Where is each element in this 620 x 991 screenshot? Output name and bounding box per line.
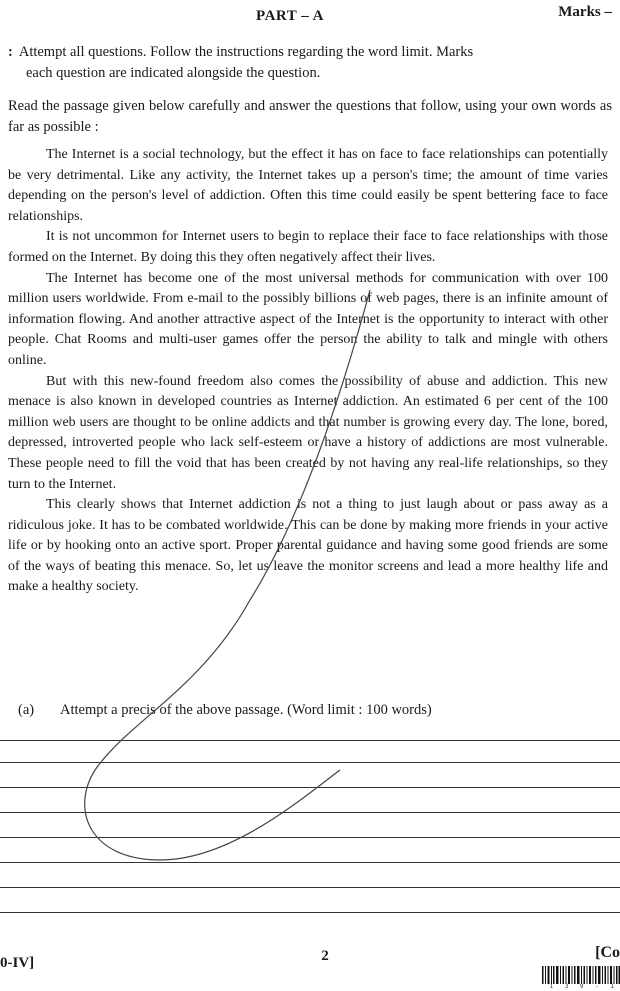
- continued-marker: [Co: [595, 944, 620, 961]
- question-a: [18, 702, 608, 719]
- passage-paragraph-3: The Internet has become one of the most universal methods for communication with over 100 million users worldwide. From e-mail to the possibly billions of web pages, there is an infinite amount of information flowing. And another attractive aspect of the Internet is the opportunity to interact with other people. Chat Rooms and multi-user games offer the person the ability to talk and mingle with others online.: [8, 270, 608, 368]
- answer-line: [0, 740, 620, 741]
- answer-line: [0, 837, 620, 838]
- answer-line: [0, 812, 620, 813]
- passage-paragraph-1: The Internet is a social technology, but the effect it has on face to face relationships can potentially be very detrimental. Like any activity, the Internet takes up a person's time; the amount of time varies depending on the person's level of addiction. Often this time could easily be spent bettering face to face relationships.: [8, 147, 608, 224]
- answer-line: [0, 887, 620, 888]
- page-title: PART – A: [256, 8, 324, 24]
- barcode-digits: 1 3 9 - 1: [549, 983, 618, 990]
- instruction-bullet: :: [8, 44, 13, 60]
- question-label: (a): [18, 702, 35, 718]
- passage-paragraph-2: It is not uncommon for Internet users to begin to replace their face to face relationships with those formed on the Internet. By doing this they often negatively affect their lives.: [8, 229, 608, 265]
- general-instructions: [8, 42, 612, 84]
- answer-line: [0, 862, 620, 863]
- passage-paragraph-4: But with this new-found freedom also comes the possibility of abuse and addiction. This new menace is also known in developed countries as Internet addiction. An estimated 6 per cent of the 100 million web users are thought to be online addicts and that number is growing every day. The lone, bored, depressed, introverted people who lack self-esteem or have a history of addictions are most vulnerable. These people need to fill the void that has been created by not having any real-life relationships, so they turn to the Internet.: [8, 373, 608, 492]
- barcode: [542, 966, 620, 984]
- passage-paragraph-5: This clearly shows that Internet addiction is not a thing to just laugh about or pass away as a ridiculous joke. It has to be combated worldwide. This can be done by making more friends in your active life or by hooking onto an active sport. Proper parental guidance and having some good friends are some of the ways of beating this menace. So, let us leave the monitor screens and lead a more healthy life and make a healthy society.: [8, 497, 608, 595]
- instruction-line-1: Attempt all questions. Follow the instructions regarding the word limit. Marks: [18, 44, 474, 60]
- passage-lead-in: Read the passage given below carefully and answer the questions that follow, using your own words as far as possible :: [8, 98, 612, 135]
- comprehension-passage: [8, 145, 608, 598]
- answer-line: [0, 912, 620, 913]
- answer-line: [0, 787, 620, 788]
- answer-area: [0, 740, 620, 920]
- question-text: Attempt a precis of the above passage. (Word limit : 100 words): [60, 702, 432, 718]
- marks-column-label: Marks –: [558, 4, 612, 20]
- answer-line: [0, 762, 620, 763]
- instruction-line-2: each question are indicated alongside the question.: [26, 65, 321, 81]
- page-number: 2: [321, 948, 329, 964]
- paper-code: 0-IV]: [0, 955, 35, 971]
